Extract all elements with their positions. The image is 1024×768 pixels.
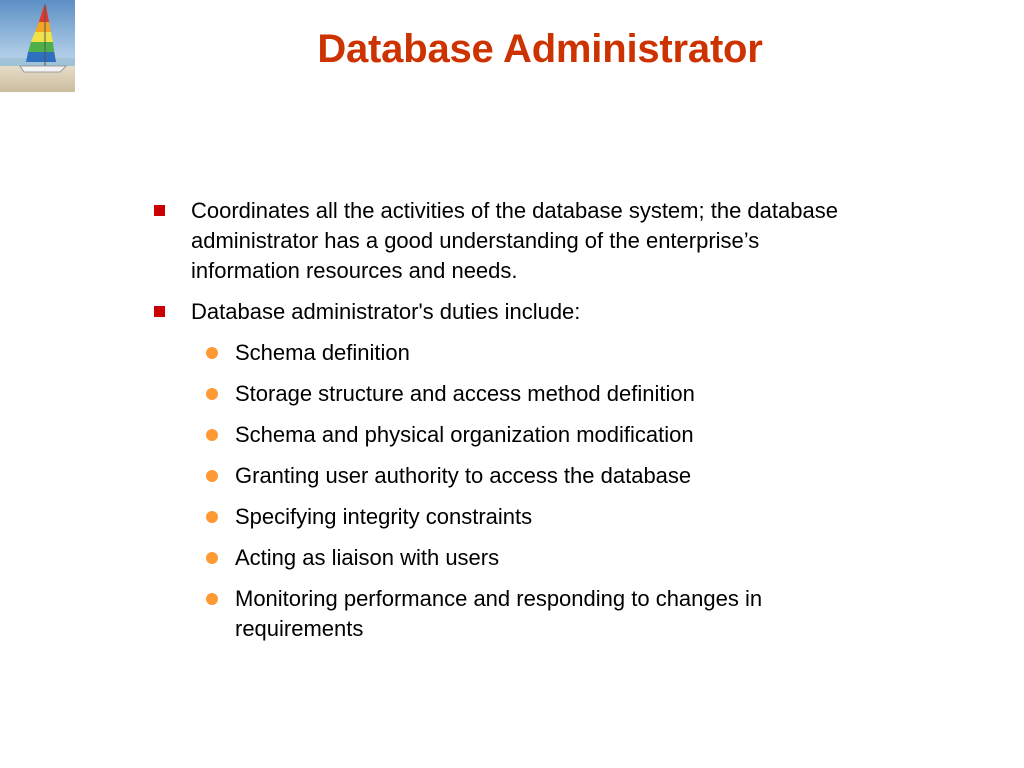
circle-bullet-icon: [206, 347, 218, 359]
square-bullet-icon: [154, 306, 165, 317]
sub-bullet-item: [191, 584, 872, 644]
circle-bullet-icon: [206, 552, 218, 564]
sub-bullet-item: [191, 461, 872, 491]
slide-content: [152, 196, 872, 655]
square-bullet-icon: [154, 205, 165, 216]
circle-bullet-icon: [206, 511, 218, 523]
circle-bullet-icon: [206, 388, 218, 400]
circle-bullet-icon: [206, 470, 218, 482]
sub-bullet-item: [191, 420, 872, 450]
sub-bullet-text: Schema and physical organization modification: [235, 422, 694, 447]
sub-bullet-item: [191, 502, 872, 532]
bullet-item: [152, 196, 872, 286]
sub-bullet-text: Monitoring performance and responding to changes in requirements: [235, 586, 763, 641]
bullet-text: Database administrator's duties include:: [191, 299, 581, 324]
circle-bullet-icon: [206, 593, 218, 605]
sub-bullet-text: Granting user authority to access the database: [235, 463, 692, 488]
sub-bullet-item: [191, 379, 872, 409]
sub-bullet-list: [191, 338, 872, 644]
sub-bullet-item: [191, 338, 872, 368]
bullet-text: Coordinates all the activities of the database system; the database administrator has a good understanding of the enterprise’s information resources and needs.: [191, 198, 838, 283]
bullet-list: [152, 196, 872, 644]
sub-bullet-text: Storage structure and access method definition: [235, 381, 695, 406]
circle-bullet-icon: [206, 429, 218, 441]
sub-bullet-text: Schema definition: [235, 340, 410, 365]
sub-bullet-text: Acting as liaison with users: [235, 545, 500, 570]
sub-bullet-item: [191, 543, 872, 573]
slide-title: Database Administrator: [317, 27, 763, 71]
bullet-item: [152, 297, 872, 644]
sub-bullet-text: Specifying integrity constraints: [235, 504, 533, 529]
